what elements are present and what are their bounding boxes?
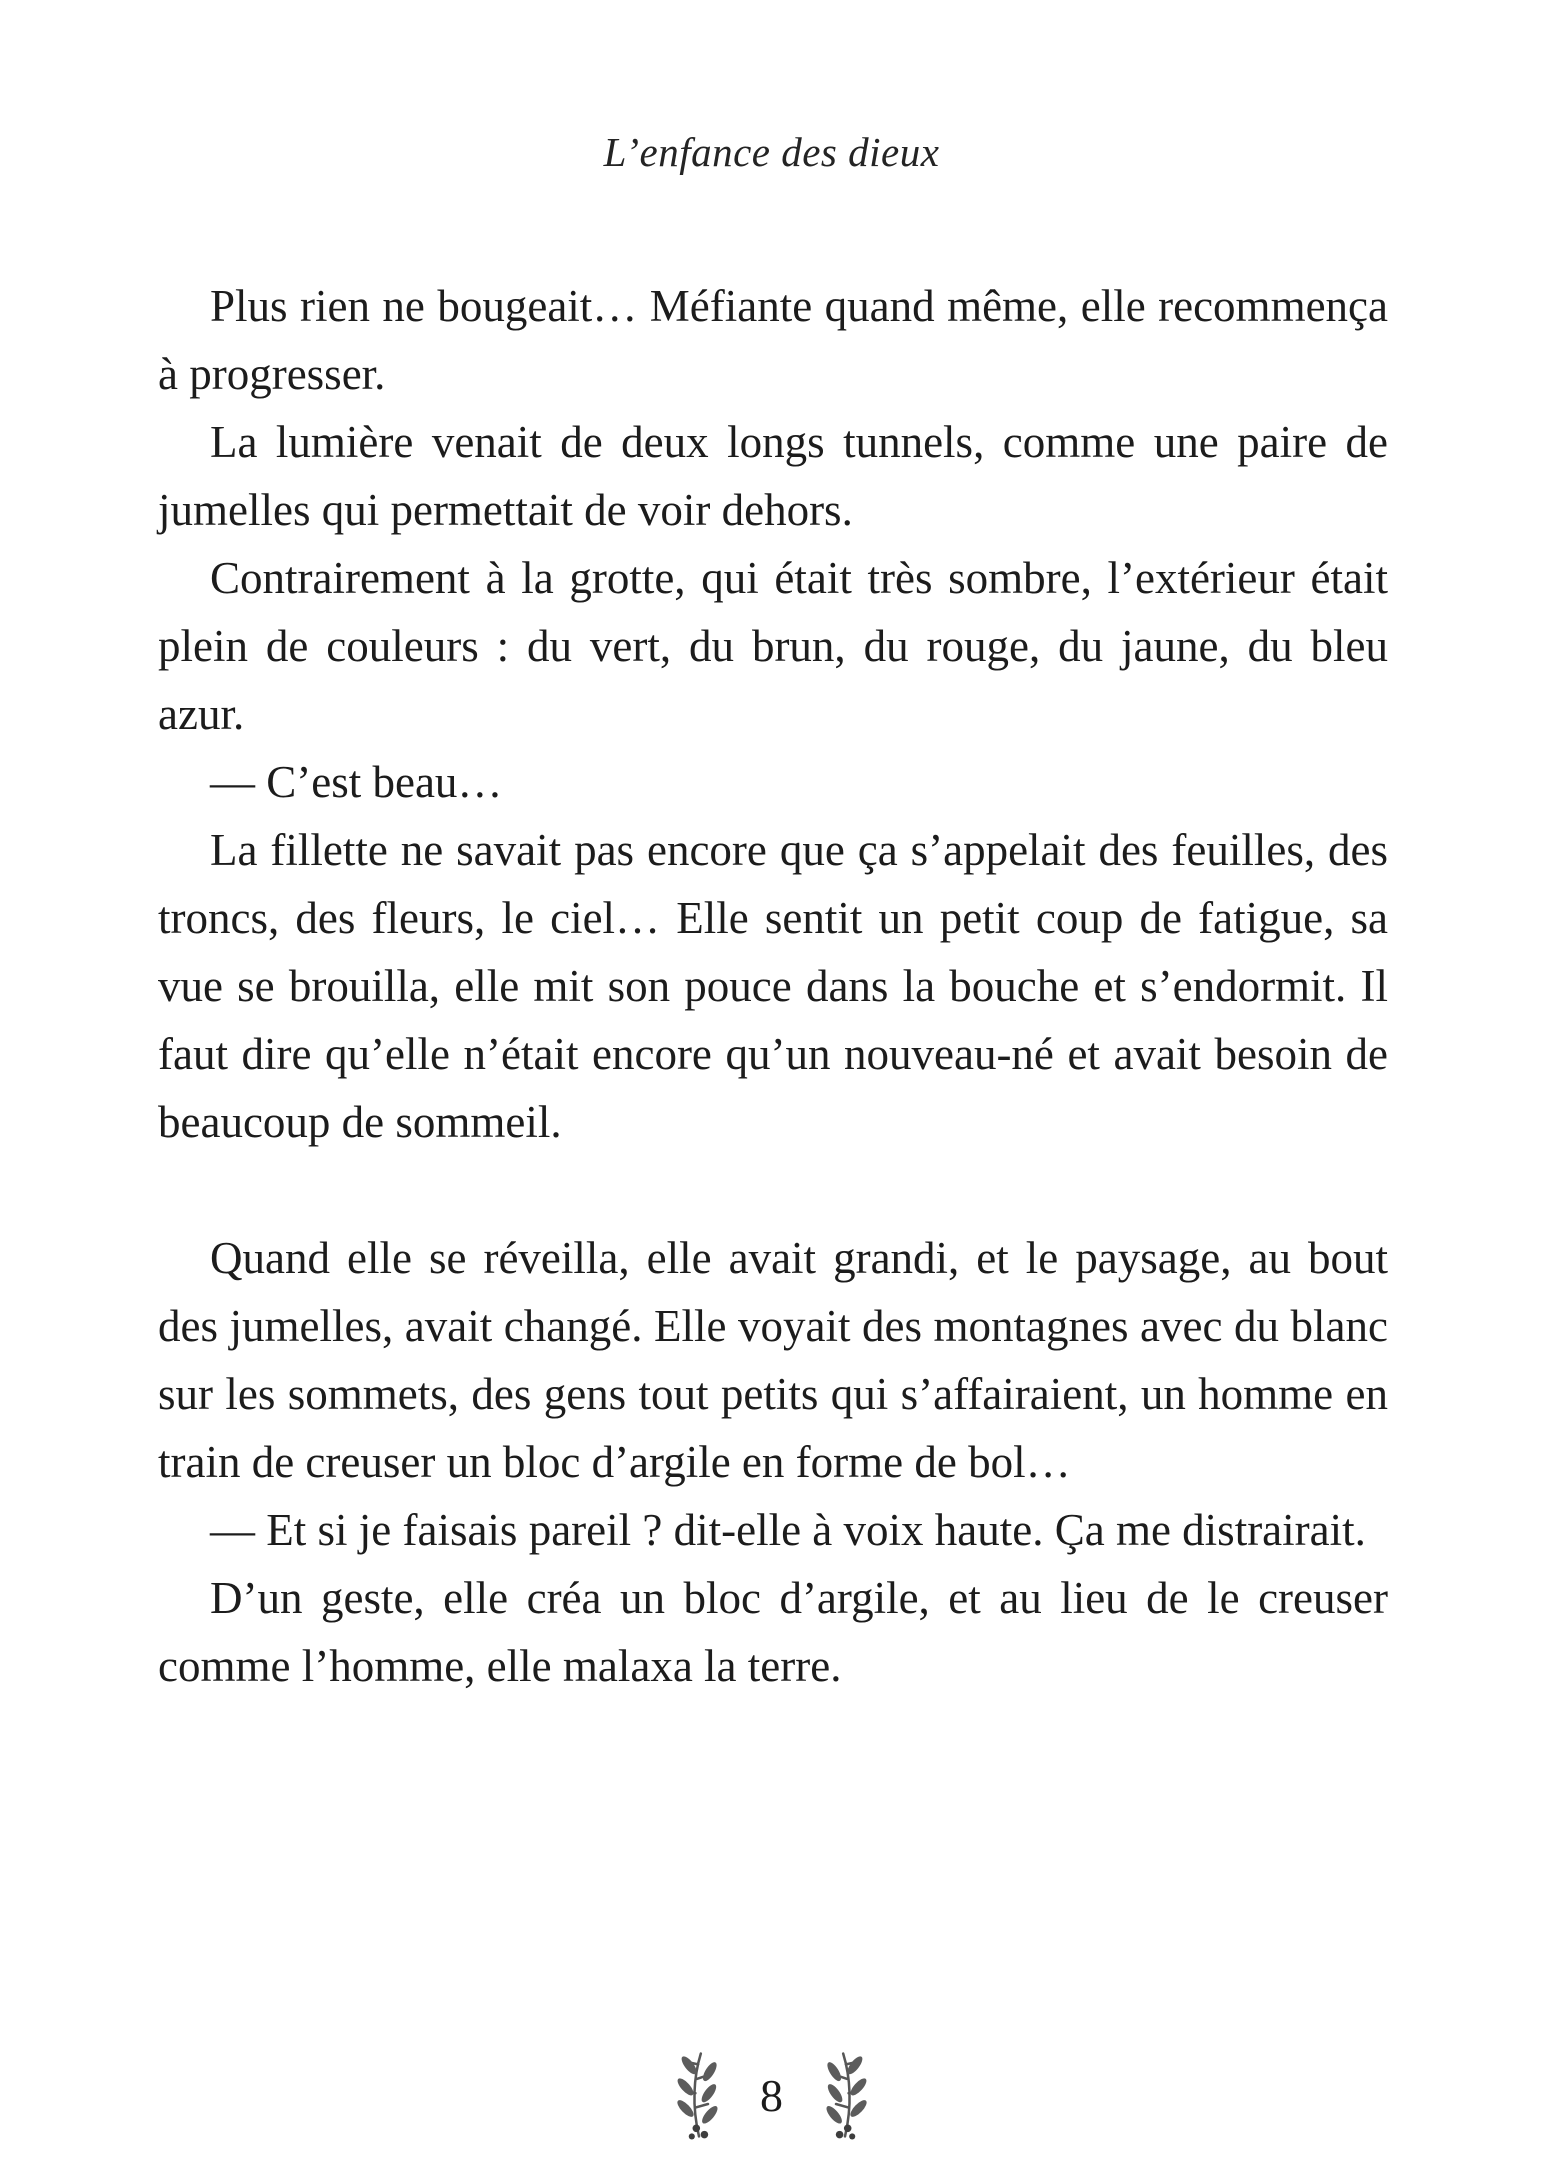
laurel-branch-icon (672, 2048, 726, 2142)
paragraph: La fillette ne savait pas encore que ça s’appelait des feuilles, des troncs, des fleurs, le ciel… Elle sentit un petit coup de fatigue, sa vue se brouilla, elle mit son pouce dans la bouche et s’endormit. Il faut dire qu’elle n’était encore qu’un nouveau-né et avait besoin de beaucoup de sommeil. (158, 825, 1388, 1147)
dialogue-paragraph: — C’est beau… (210, 757, 503, 807)
laurel-branch-icon (818, 2048, 872, 2142)
paragraph: La lumière venait de deux longs tunnels, comme une paire de jumelles qui permettait de voir dehors. (158, 417, 1388, 535)
running-header: L’enfance des dieux (603, 129, 940, 175)
paragraph: Plus rien ne bougeait… Méfiante quand même, elle recommença à progresser. (158, 281, 1388, 399)
paragraph: Quand elle se réveilla, elle avait grandi, et le paysage, au bout des jumelles, avait changé. Elle voyait des montagnes avec du blanc sur les sommets, des gens tout petits qui s’affairaient, un homme en train de creuser un bloc d’argile en forme de bol… (158, 1233, 1388, 1487)
page-body (158, 272, 1388, 1700)
page-footer (0, 2040, 1543, 2150)
page-number: 8 (760, 2069, 783, 2121)
paragraph: D’un geste, elle créa un bloc d’argile, et au lieu de le creuser comme l’homme, elle malaxa la terre. (158, 1573, 1388, 1691)
paragraph: Contrairement à la grotte, qui était très sombre, l’extérieur était plein de couleurs : du vert, du brun, du rouge, du jaune, du bleu azur. (158, 553, 1388, 739)
dialogue-paragraph: — Et si je faisais pareil ? dit-elle à voix haute. Ça me distrairait. (210, 1505, 1366, 1555)
